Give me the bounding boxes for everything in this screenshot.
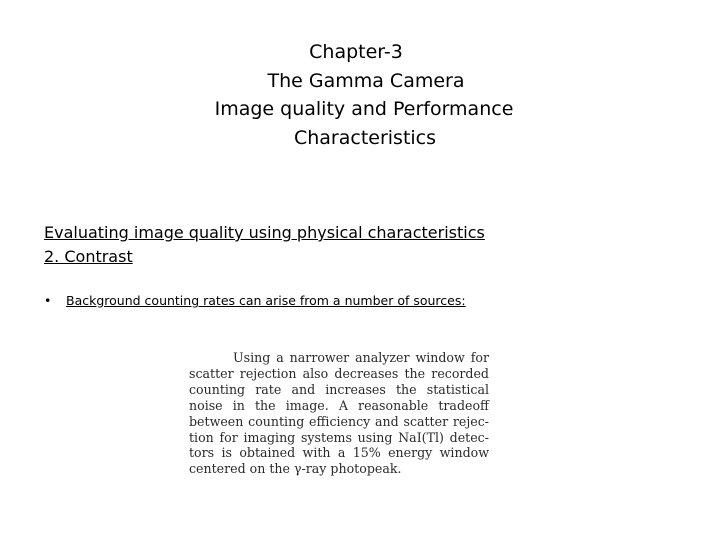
excerpt-line: noise in the image. A reasonable tradeoff [189,397,489,413]
excerpt-line: Using a narrower analyzer window for [233,350,489,365]
excerpt-line: centered on the γ-ray photopeak. [189,461,402,477]
section-heading-block [44,221,485,269]
title-chapter: Chapter-3 [309,41,403,63]
title-characteristics: Characteristics [293,126,437,149]
excerpt-line: scatter rejection also decreases the recorded [189,365,489,381]
section-subheading: 2. Contrast [44,247,133,266]
bullet-text: Background counting rates can arise from a number of sources: [66,293,466,308]
bullet-item [44,293,466,308]
excerpt-line: between counting efficiency and scatter rejec- [189,413,489,429]
book-excerpt-image [189,350,489,477]
title-gamma-camera: The Gamma Camera [267,69,465,92]
excerpt-line: tion for imaging systems using NaI(Tl) detec- [189,429,489,445]
section-heading: Evaluating image quality using physical characteristics [44,223,485,242]
excerpt-line: counting rate and increases the statistical [189,381,489,397]
title-image-quality: Image quality and Performance [214,98,514,120]
slide-title [0,38,720,152]
bullet-marker: • [44,293,52,308]
excerpt-line: tors is obtained with a 15% energy window [189,445,489,461]
